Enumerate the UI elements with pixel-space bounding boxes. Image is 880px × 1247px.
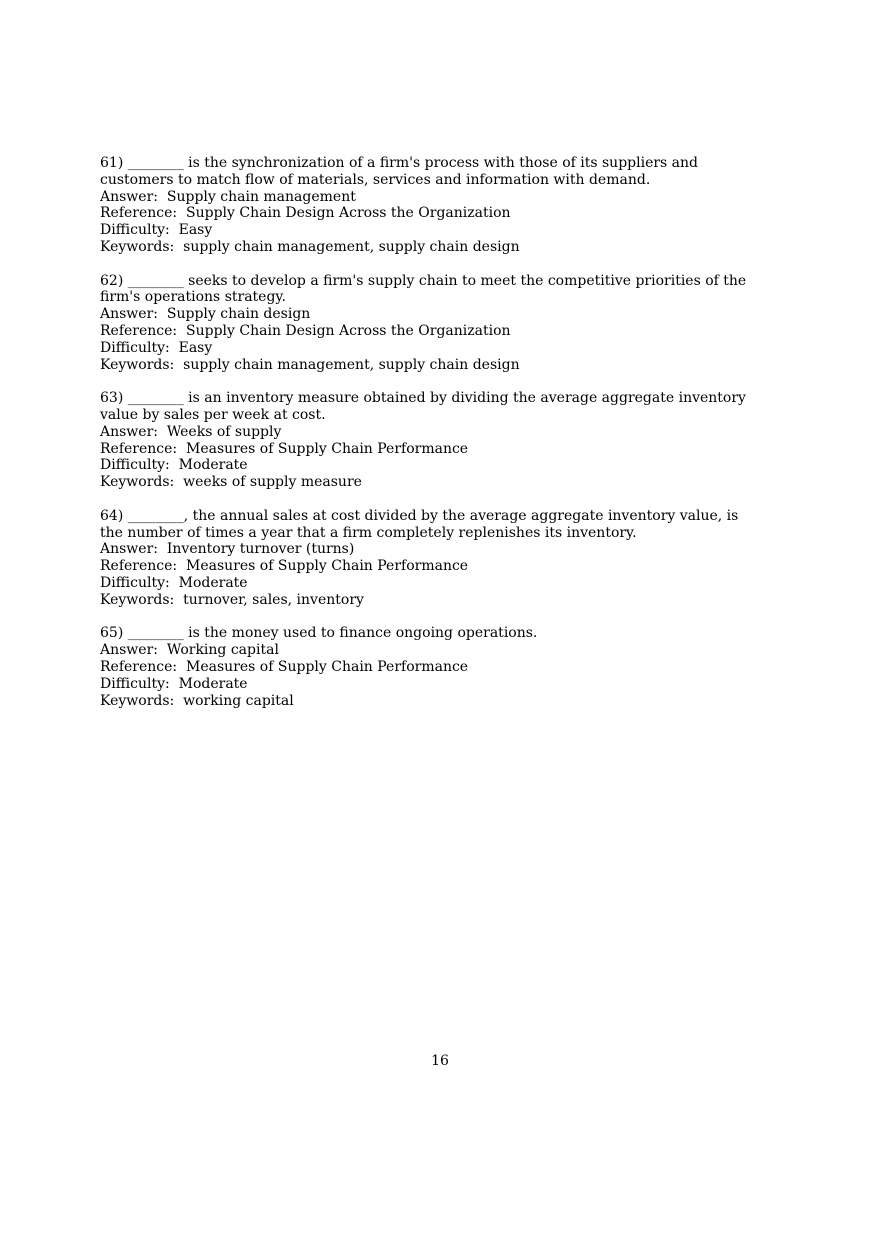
question-text: 62) ________ seeks to develop a firm's supply chain to meet the competitive priorities of the (100, 272, 747, 289)
question-61 (100, 155, 780, 256)
answer: Answer: Weeks of supply (100, 423, 282, 440)
question-text: 65) ________ is the money used to finance ongoing operations. (100, 625, 538, 642)
difficulty: Difficulty: Moderate (100, 574, 248, 591)
question-65 (100, 625, 780, 709)
answer: Answer: Working capital (100, 642, 279, 659)
keywords: Keywords: weeks of supply measure (100, 474, 362, 491)
question-text: firm's operations strategy. (100, 289, 286, 306)
difficulty: Difficulty: Easy (100, 339, 213, 356)
keywords: Keywords: supply chain management, supply chain design (100, 356, 520, 373)
difficulty: Difficulty: Easy (100, 222, 213, 239)
answer: Answer: Inventory turnover (turns) (100, 541, 355, 558)
reference: Reference: Measures of Supply Chain Performance (100, 440, 469, 457)
keywords: Keywords: working capital (100, 692, 294, 709)
page-number: 16 (431, 1053, 449, 1069)
reference: Reference: Supply Chain Design Across the Organization (100, 322, 511, 339)
question-text: value by sales per week at cost. (100, 406, 326, 423)
question-text: 63) ________ is an inventory measure obtained by dividing the average aggregate inventory (100, 390, 746, 407)
question-63 (100, 390, 780, 491)
answer: Answer: Supply chain management (100, 188, 356, 205)
question-64 (100, 508, 780, 609)
keywords: Keywords: turnover, sales, inventory (100, 591, 364, 608)
reference: Reference: Measures of Supply Chain Performance (100, 658, 469, 675)
question-text: the number of times a year that a firm completely replenishes its inventory. (100, 524, 637, 541)
difficulty: Difficulty: Moderate (100, 457, 248, 474)
question-62 (100, 273, 780, 374)
reference: Reference: Measures of Supply Chain Performance (100, 558, 469, 575)
question-text: 64) ________, the annual sales at cost divided by the average aggregate inventory value, is (100, 507, 739, 524)
question-text: customers to match flow of materials, services and information with demand. (100, 171, 651, 188)
keywords: Keywords: supply chain management, supply chain design (100, 238, 520, 255)
difficulty: Difficulty: Moderate (100, 675, 248, 692)
answer: Answer: Supply chain design (100, 306, 311, 323)
question-list (100, 155, 780, 726)
question-text: 61) ________ is the synchronization of a firm's process with those of its suppliers and (100, 155, 699, 171)
reference: Reference: Supply Chain Design Across the Organization (100, 205, 511, 222)
